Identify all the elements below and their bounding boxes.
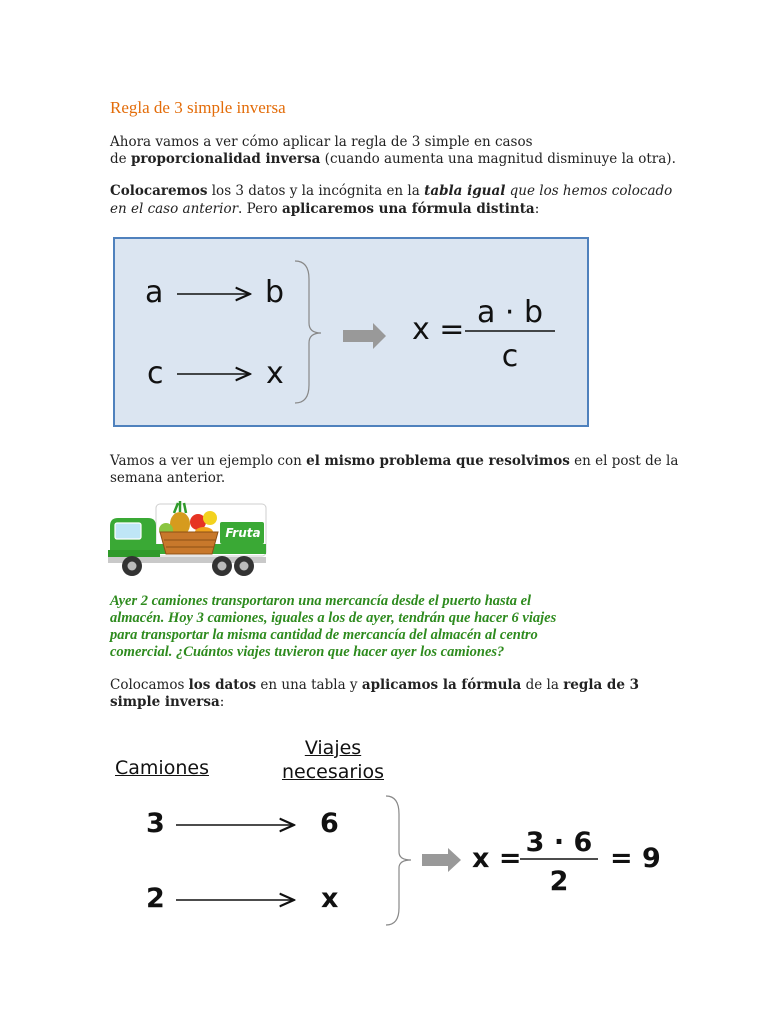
datos-line-2 bbox=[110, 694, 224, 712]
intro-text: (cuando aumenta una magnitud disminuye la otra). bbox=[320, 151, 676, 167]
datos-text: : bbox=[219, 694, 225, 710]
formula-diagram bbox=[115, 239, 591, 429]
formula-lhs: x = bbox=[412, 312, 465, 347]
datos-bold: aplicamos la fórmula bbox=[361, 677, 522, 693]
example-bold: el mismo problema que resolvimos bbox=[306, 453, 570, 469]
datos-text: de la bbox=[521, 677, 564, 693]
caso-anterior: en el caso anterior bbox=[110, 201, 239, 217]
var-a: a bbox=[145, 275, 164, 310]
intro-line-1: Ahora vamos a ver cómo aplicar la regla de 3 simple en casos bbox=[110, 134, 533, 150]
datos-line-1 bbox=[110, 677, 639, 695]
gray-arrow-icon bbox=[422, 848, 461, 872]
value-x: x bbox=[321, 883, 339, 914]
problem-line-4: comercial. ¿Cuántos viajes tuvieron que hacer ayer los camiones? bbox=[110, 644, 505, 660]
colocaremos-text: : bbox=[534, 201, 540, 217]
value-6: 6 bbox=[320, 808, 339, 839]
example-lhs: x = bbox=[472, 843, 522, 874]
example-intro-line-1 bbox=[110, 453, 678, 471]
var-x: x bbox=[266, 356, 284, 391]
datos-bold: regla de 3 bbox=[563, 677, 640, 693]
example-intro-line-2: semana anterior. bbox=[110, 470, 226, 486]
column-necesarios: necesarios bbox=[281, 761, 385, 783]
example-numerator: 3 · 6 bbox=[525, 827, 593, 858]
colocaremos-text: los 3 datos y la incógnita en la bbox=[207, 183, 425, 199]
bracket bbox=[386, 796, 411, 925]
problem-line-2: almacén. Hoy 3 camiones, iguales a los de ayer, tendrán que hacer 6 viajes bbox=[110, 610, 557, 626]
problem-line-3: para transportar la misma cantidad de mercancía del almacén al centro bbox=[110, 627, 538, 643]
colocaremos-text: . Pero bbox=[238, 201, 282, 217]
datos-bold: simple inversa bbox=[110, 694, 220, 710]
colocaremos-italic: que los hemos colocado bbox=[505, 183, 673, 199]
datos-text: en una tabla y bbox=[256, 677, 362, 693]
value-2: 2 bbox=[146, 883, 165, 914]
intro-line-2 bbox=[110, 151, 676, 169]
bracket bbox=[295, 261, 321, 403]
truck-label: Fruta bbox=[225, 526, 261, 540]
colocaremos-bold: Colocaremos bbox=[110, 183, 208, 199]
tabla-igual: tabla igual bbox=[424, 183, 506, 199]
column-viajes: Viajes bbox=[304, 737, 362, 759]
gray-arrow-icon bbox=[343, 323, 386, 349]
example-text: Vamos a ver un ejemplo con bbox=[110, 453, 307, 469]
formula-box bbox=[113, 237, 589, 427]
example-text: en el post de la bbox=[569, 453, 679, 469]
example-result: = 9 bbox=[610, 843, 661, 874]
problem-line-1: Ayer 2 camiones transportaron una mercancía desde el puerto hasta el bbox=[110, 593, 532, 609]
datos-bold: los datos bbox=[188, 677, 257, 693]
colocaremos-line-1 bbox=[110, 183, 672, 201]
var-b: b bbox=[265, 275, 285, 310]
formula-denominator: c bbox=[501, 339, 519, 374]
formula-numerator: a · b bbox=[476, 295, 544, 330]
column-camiones: Camiones bbox=[115, 757, 209, 779]
value-3: 3 bbox=[146, 808, 165, 839]
formula-distinta: aplicaremos una fórmula distinta bbox=[281, 201, 535, 217]
section-heading: Regla de 3 simple inversa bbox=[110, 98, 286, 117]
example-denominator: 2 bbox=[549, 866, 569, 897]
datos-text: Colocamos bbox=[110, 677, 189, 693]
var-c: c bbox=[147, 356, 164, 391]
intro-bold: proporcionalidad inversa bbox=[130, 151, 321, 167]
intro-text: de bbox=[110, 151, 131, 167]
fruit-truck-icon bbox=[108, 500, 268, 578]
colocaremos-line-2 bbox=[110, 201, 539, 219]
